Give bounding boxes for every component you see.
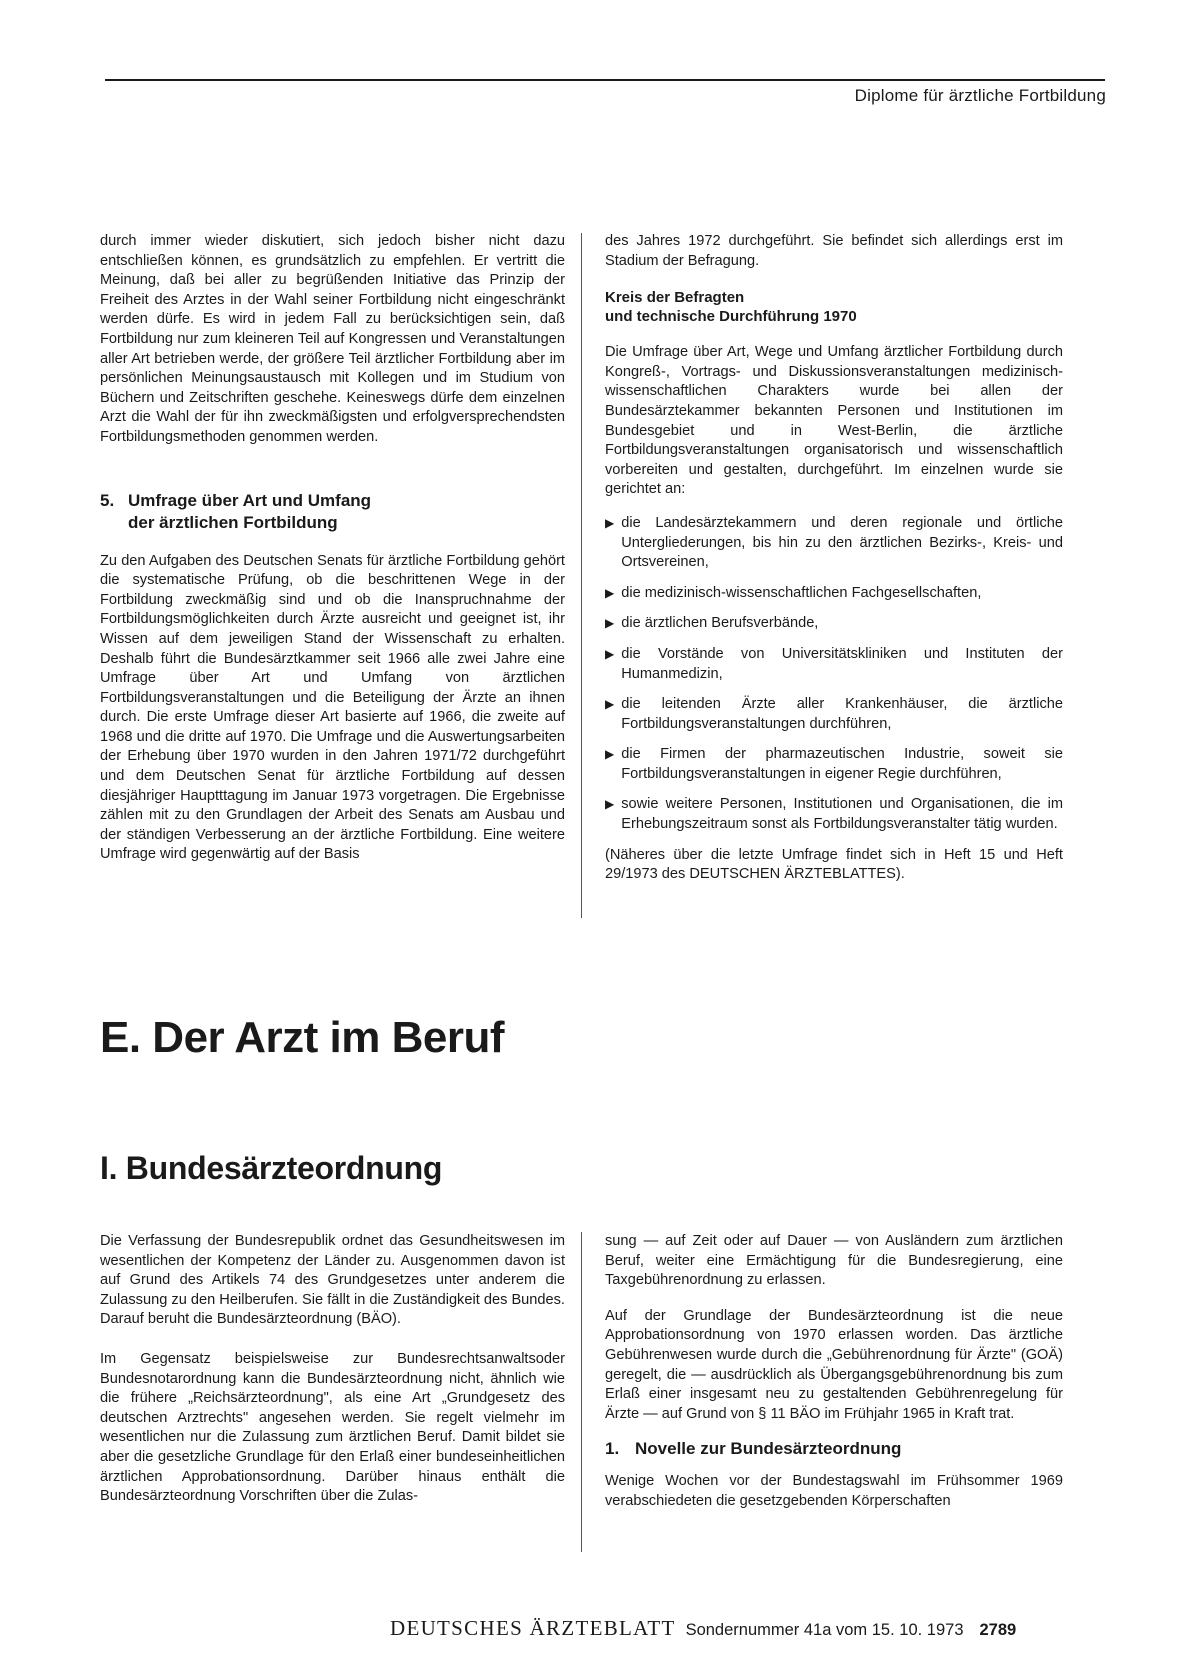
top-right-para-2: Die Umfrage über Art, Wege und Umfang ärztlicher Fortbildung durch Kongreß-, Vortrags- und Diskussionsveranstaltungen medizinisch-wissenschaftlichen Charakters wurde bei allen der Bundesärztekammer bekannten Personen und Institutionen im Bundesgebiet und in West-Berlin, die ärztliche Fortbildungsveranstaltungen organisatorisch und wissenschaftlich vorbereiten und gestalten, durchgeführt. Im einzelnen wurde sie gerichtet an:: [605, 344, 1063, 498]
novelle-number: 1.: [605, 1439, 620, 1459]
bullet-text: die leitenden Ärzte aller Krankenhäuser, die ärztliche Fortbildungsveranstaltungen durchführen,: [621, 696, 1063, 732]
bullet-text: die ärztlichen Berufsverbände,: [621, 615, 819, 632]
bottom-right-para-3: Wenige Wochen vor der Bundestagswahl im Frühsommer 1969 verabschiedeten die gesetzgebenden Körperschaften: [605, 1473, 1063, 1509]
bottom-column-divider: [581, 1232, 582, 1552]
triangle-bullet-icon: ▶: [605, 585, 615, 600]
issue-info: Sondernummer 41a vom 15. 10. 1973: [685, 1621, 964, 1639]
triangle-bullet-icon: ▶: [605, 747, 615, 762]
bullet-text: die Vorstände von Universitätskliniken und Instituten der Humanmedizin,: [621, 645, 1063, 682]
bullet-item: [605, 745, 1063, 784]
bullet-text: die medizinisch-wissenschaftlichen Fachgesellschaften,: [621, 584, 982, 601]
bottom-right-para-1: sung — auf Zeit oder auf Dauer — von Ausländern zum ärztlichen Beruf, weiter eine Ermächtigung für die Bundesregierung, eine Taxgebührenordnung zu erlassen.: [605, 1233, 1063, 1289]
bottom-right-para-2: Auf der Grundlage der Bundesärzteordnung ist die neue Approbationsordnung von 1970 erlassen worden. Das ärztliche Gebührenwesen wurde durch die „Gebührenordnung für Ärzte" (GOÄ) geregelt, die — ausdrücklich als Übergangsgebührenordnung bis zum Erlaß einer insgesamt neu zu gestaltenden Gebührenregelung für Ärzte — auf Grund von § 11 BÄO im Frühjahr 1965 in Kraft trat.: [605, 1307, 1063, 1422]
top-right-para-1: des Jahres 1972 durchgeführt. Sie befindet sich allerdings erst im Stadium der Befragung.: [605, 233, 1063, 269]
section-e-heading: E. Der Arzt im Beruf: [100, 1013, 505, 1062]
bullet-text: die Landesärztekammern und deren regionale und örtliche Untergliederungen, bis hin zu den ärztlichen Bezirks-, Kreis- und Ortsvereinen,: [621, 514, 1063, 571]
bullet-text: sowie weitere Personen, Institutionen und Organisationen, die im Erhebungszeitraum sonst als Fortbildungsveranstalter tätig wurden.: [621, 796, 1063, 833]
bottom-left-para-2: Im Gegensatz beispielsweise zur Bundesrechtsanwaltsoder Bundesnotarordnung kann die Bundesärzteordnung nicht, ähnlich wie die frühere „Reichsärzteordnung", als eine Art „Grundgesetz des deutschen Arztrechts" angesehen werden. Sie regelt vielmehr im wesentlichen nur die Zulassung zum ärztlichen Beruf. Damit bildet sie aber die gesetzliche Grundlage für den Erlaß einer bundeseinheitlichen ärztlichen Approbationsordnung. Darüber hinaus enthält die Bundesärzteordnung Vorschriften über die Zulas-: [100, 1350, 565, 1505]
kreis-subheading-line-1: Kreis der Befragten: [605, 289, 745, 307]
top-right-note: (Näheres über die letzte Umfrage findet sich in Heft 15 und Heft 29/1973 des DEUTSCHEN ÄRZTEBLATTES).: [605, 846, 1063, 883]
section-5-title-line-1: Umfrage über Art und Umfang: [128, 490, 372, 510]
bullet-item: [605, 795, 1063, 834]
bullet-item: [605, 514, 1063, 573]
section-5-number: 5.: [100, 490, 115, 510]
header-rule: [105, 79, 1105, 81]
triangle-bullet-icon: ▶: [605, 616, 615, 631]
bullet-item: [605, 584, 1063, 604]
top-column-divider: [581, 233, 582, 918]
triangle-bullet-icon: ▶: [605, 646, 615, 661]
novelle-title: Novelle zur Bundesärzteordnung: [635, 1439, 902, 1459]
kreis-subheading-line-2: und technische Durchführung 1970: [605, 308, 857, 326]
journal-name: DEUTSCHES ÄRZTEBLATT: [390, 1616, 676, 1640]
page-footer: [390, 1616, 1105, 1641]
top-left-column: [100, 232, 565, 865]
running-title: Diplome für ärztliche Fortbildung: [854, 86, 1106, 105]
bullet-text: die Firmen der pharmazeutischen Industrie, soweit sie Fortbildungsveranstaltungen in eigener Regie durchführen,: [621, 746, 1063, 782]
top-left-para-2: Zu den Aufgaben des Deutschen Senats für ärztliche Fortbildung gehört die systematische Prüfung, ob die beschrittenen Wege in der Fortbildung zweckmäßig sind und ob die Inanspruchnahme der Fortbildungsmöglichkeiten durch Ärzte ausreicht und geeignet ist, ihr Wissen auf dem jeweiligen Stand der Wissenschaft zu erhalten. Deshalb führt die Bundesärztkammer seit 1966 alle zwei Jahre eine Umfrage über Art und Umfang von ärztlichen Fortbildungsveranstaltungen und die Beteiligung der Ärzte an ihnen durch. Die erste Umfrage dieser Art basierte auf 1966, die zweite auf 1968 und die dritte auf 1970. Die Umfrage und die Auswertungsarbeiten der Erhebung über 1970 wurden in den Jahren 1971/72 durchgeführt und dem Deutschen Senat für ärztliche Fortbildung auf dessen diesjähriger Hauptttagung im Januar 1973 vorgetragen. Die Ergebnisse zählen mit zu den Grundlagen der Arbeit des Senats am Ausbau und der ständigen Verbesserung an der ärztliche Fortbildung. Eine weitere Umfrage wird gegenwärtig auf der Basis: [100, 552, 565, 863]
top-right-column: [605, 232, 1063, 885]
bullet-item: [605, 614, 1063, 634]
kreis-subheading: [605, 288, 1063, 326]
section-i-heading: I. Bundesärzteordnung: [100, 1150, 443, 1186]
section-5-heading: [100, 490, 565, 534]
bottom-right-column: [605, 1232, 1063, 1512]
triangle-bullet-icon: ▶: [605, 797, 615, 812]
triangle-bullet-icon: ▶: [605, 515, 615, 530]
top-left-para-1: durch immer wieder diskutiert, sich jedoch bisher nicht dazu entschließen können, es grundsätzlich zu empfehlen. Er vertritt die Meinung, daß bei aller zu begrüßenden Initiative das Prinzip der Freiheit des Arztes in der Wahl seiner Fortbildung nicht eingeschränkt werden dürfe. Es wird in jedem Fall zu berücksichtigen sein, daß Fortbildung nur zum kleineren Teil auf Kongressen und Veranstaltungen aller Art betrieben werde, der größere Teil ärztlicher Fortbildung aber im persönlichen Meinungsaustausch mit Kollegen und im Studium von Büchern und Zeitschriften geschehe. Keineswegs dürfe dem einzelnen Arzt die Wahl der für ihn zweckmäßigsten und erfolgversprechendsten Fortbildungsmethoden genommen werden.: [100, 233, 565, 445]
bullet-item: [605, 695, 1063, 734]
bottom-left-column: [100, 1232, 565, 1507]
triangle-bullet-icon: ▶: [605, 697, 615, 712]
section-5-title-line-2: der ärztlichen Fortbildung: [128, 512, 338, 532]
page-number: 2789: [979, 1621, 1017, 1639]
bullet-item: [605, 645, 1063, 684]
novelle-heading: [605, 1438, 1063, 1460]
bottom-left-para-1: Die Verfassung der Bundesrepublik ordnet das Gesundheitswesen im wesentlichen der Kompetenz der Länder zu. Ausgenommen davon ist auf Grund des Artikels 74 des Grundgesetzes unter anderem die Zulassung zu den Heilberufen. Sie fällt in die Zuständigkeit des Bundes. Darauf beruht die Bundesärzteordnung (BÄO).: [100, 1233, 565, 1328]
